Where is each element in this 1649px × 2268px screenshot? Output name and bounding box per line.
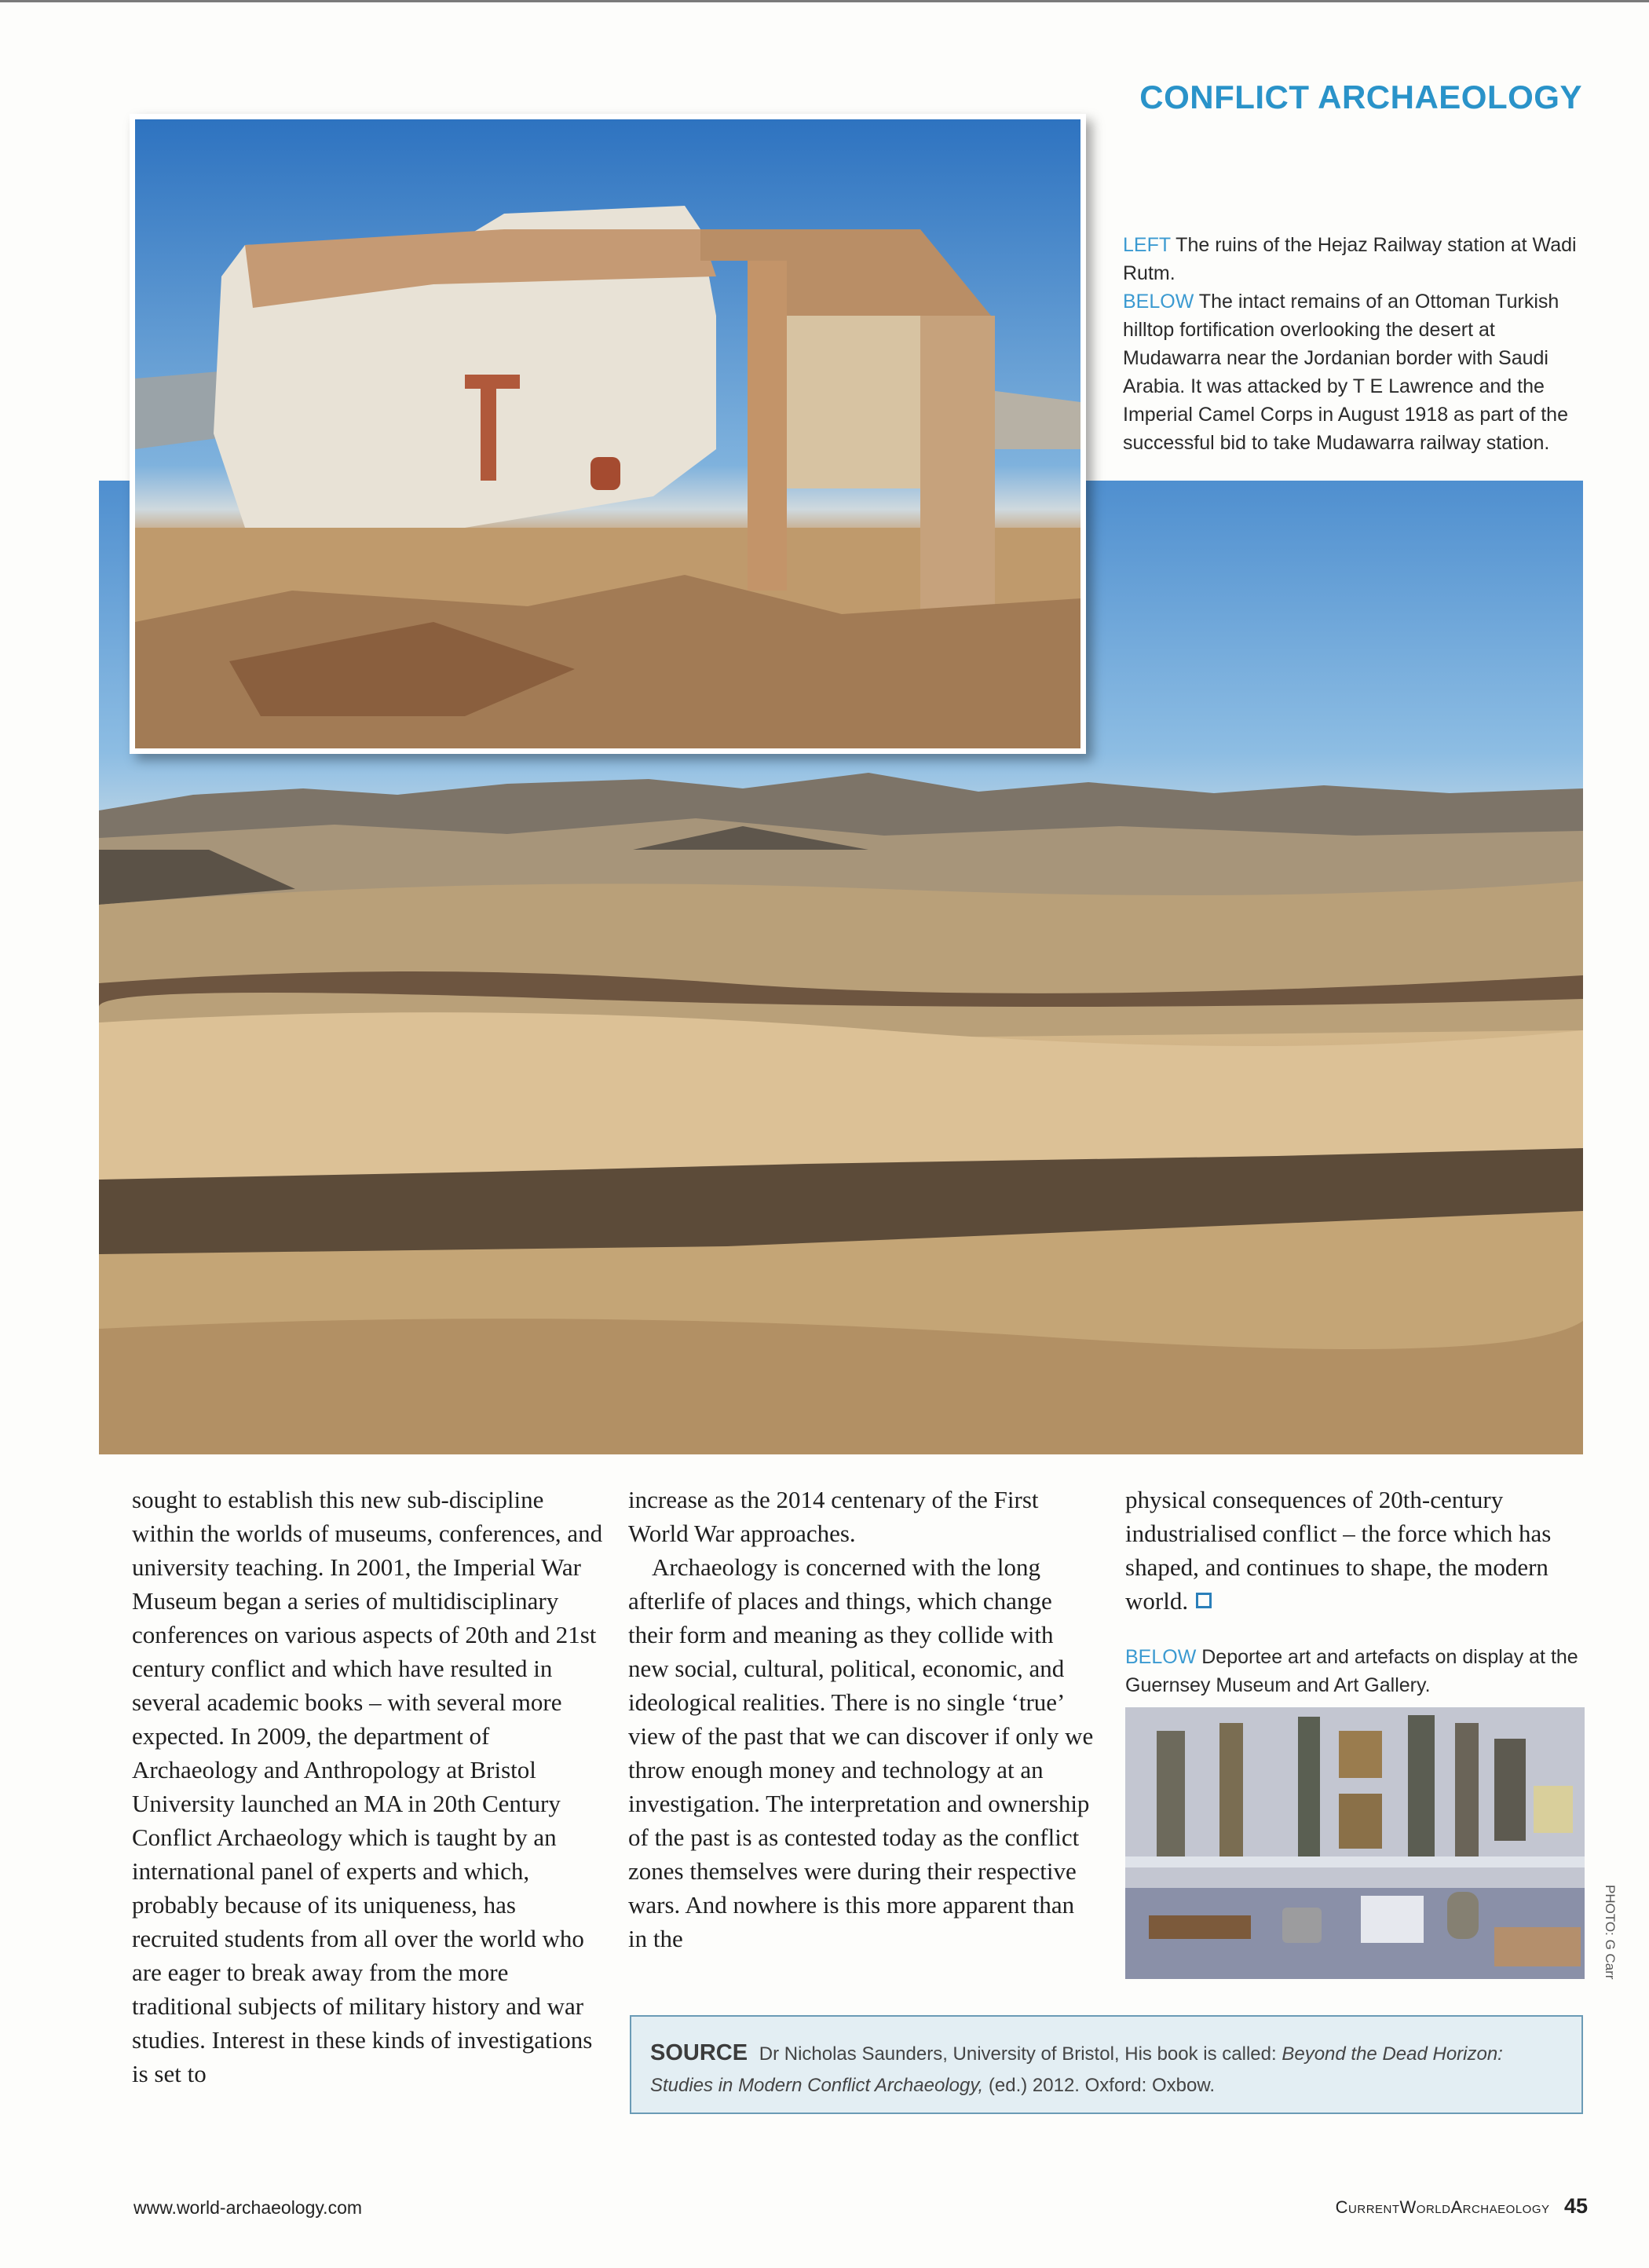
caption-tag: BELOW — [1125, 1646, 1197, 1668]
photo-captions — [1123, 231, 1578, 457]
source-box — [630, 2015, 1583, 2114]
source-label: SOURCE — [650, 2040, 748, 2065]
body-paragraph: increase as the 2014 centenary of the First World War approaches. — [628, 1486, 1039, 1547]
gallery-caption — [1125, 1643, 1589, 1699]
body-column-2 — [628, 1483, 1099, 1955]
page-number: 45 — [1563, 2194, 1588, 2218]
museum-display-illustration — [1125, 1707, 1585, 1979]
caption-left — [1123, 231, 1578, 287]
caption-text: Deportee art and artefacts on display at the Guernsey Museum and Art Gallery. — [1125, 1646, 1578, 1696]
ruin-illustration — [135, 119, 1080, 748]
caption-tag: LEFT — [1123, 234, 1171, 256]
source-book-title: Beyond the Dead Horizon: Studies in Modern Conflict Archaeology, — [650, 2043, 1503, 2096]
footer-website: www.world-archaeology.com — [133, 2197, 363, 2218]
photo-guernsey-museum-display — [1125, 1707, 1585, 1979]
section-title: CONFLICT ARCHAEOLOGY — [1139, 79, 1582, 115]
end-of-article-mark — [1196, 1593, 1212, 1608]
top-rule — [0, 0, 1649, 2]
caption-text: The intact remains of an Ottoman Turkish hilltop fortification overlooking the desert at Mudawarra near the Jordanian border with Saudi Arabia. It was attacked by T E Lawrence and the Imperial Camel Corps in August 1918 as part of the successful bid to take Mudawarra railway station. — [1123, 291, 1568, 454]
body-column-3 — [1125, 1483, 1585, 1618]
source-text: Dr Nicholas Saunders, University of Bristol, His book is called: — [759, 2043, 1277, 2065]
caption-tag: BELOW — [1123, 291, 1194, 313]
body-column-1 — [132, 1483, 603, 2091]
caption-text: The ruins of the Hejaz Railway station at Wadi Rutm. — [1123, 234, 1577, 284]
publication-name: CurrentWorldArchaeology — [1335, 2197, 1550, 2217]
photo-hejaz-railway-ruins — [135, 119, 1080, 748]
body-paragraph: Archaeology is concerned with the long afterlife of places and things, which change their form and meaning as they collide with new social, cultural, political, economic, and ideological realities. There is no single ‘true’ view of the past that we can discover if only we throw enough money and technology at an investigation. The interpretation and ownership of the past is as contested today as the conflict zones themselves were during their respective wars. And nowhere is this more apparent than in the — [628, 1553, 1094, 1952]
body-paragraph: sought to establish this new sub-discipline within the worlds of museums, conferences, and university teaching. In 2001, the Imperial War Museum began a series of multidisciplinary conferences on various aspects of 20th and 21st century conflict and which have resulted in several academic books – with several more expected. In 2009, the department of Archaeology and Anthropology at Bristol University launched an MA in 20th Century Conflict Archaeology which is taught by an international panel of experts and which, probably because of its uniqueness, has recruited students from all over the world who are eager to break away from the more traditional subjects of military history and war studies. Interest in these kinds of investigations is set to — [132, 1486, 603, 2087]
source-publication: (ed.) 2012. Oxford: Oxbow. — [988, 2075, 1216, 2096]
photo-credit: PHOTO: G Carr — [1603, 1885, 1618, 1980]
footer-publication — [1178, 2194, 1588, 2219]
body-text: physical consequences of 20th-century industrialised conflict – the force which has shaped, and continues to shape, the modern world. — [1125, 1486, 1552, 1615]
caption-below — [1123, 287, 1578, 457]
body-paragraph — [1125, 1483, 1585, 1618]
